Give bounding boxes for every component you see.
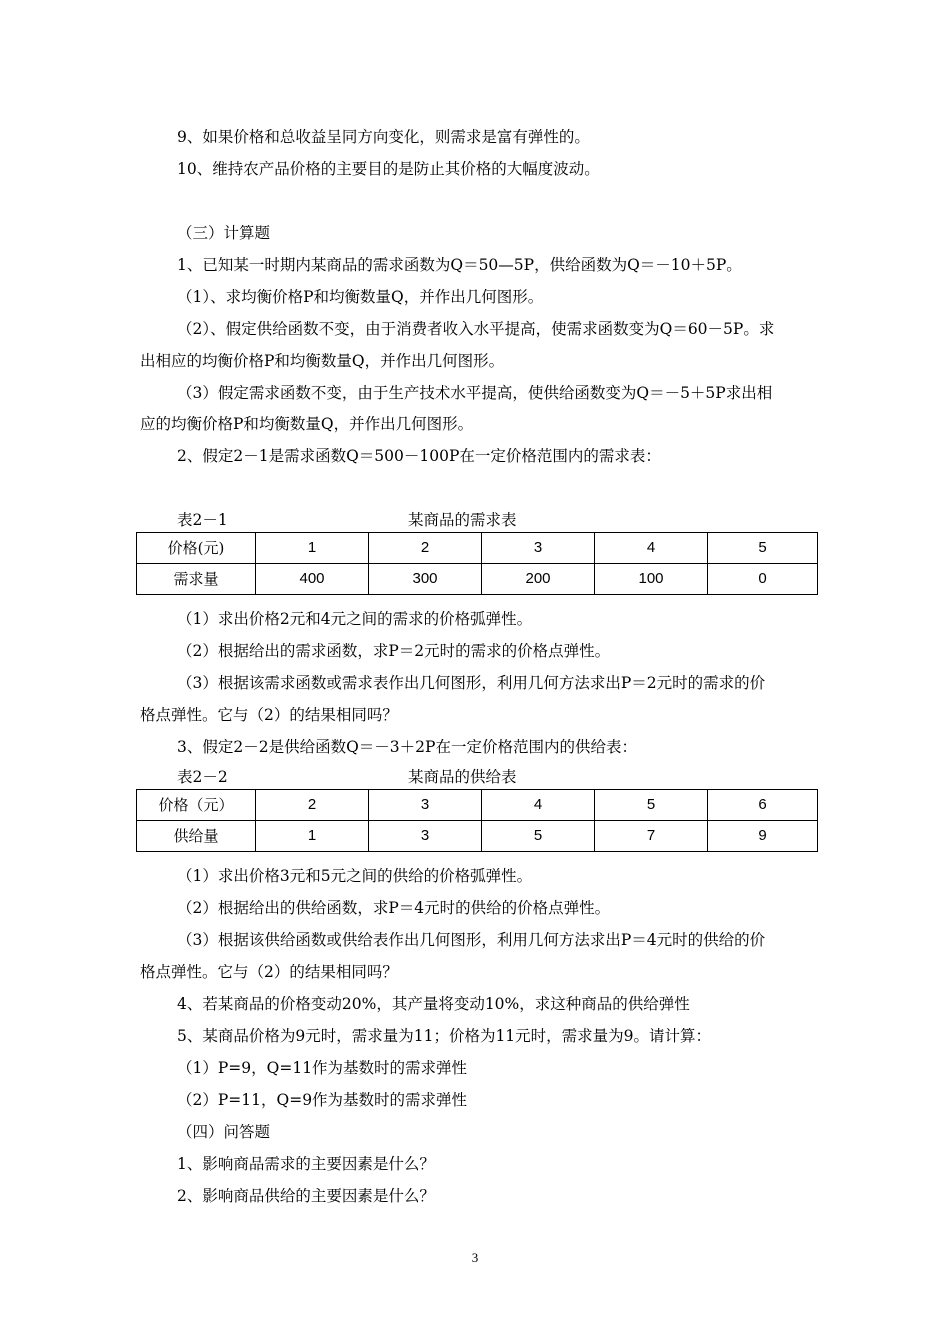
table-cell: 价格（元） — [137, 790, 256, 821]
demand-table — [136, 532, 818, 595]
table-cell: 200 — [482, 564, 595, 595]
question-3-part-1: （1）求出价格3元和5元之间的供给的价格弧弹性。 — [177, 867, 533, 885]
question-1-part-1: （1）、求均衡价格P和均衡数量Q，并作出几何图形。 — [177, 288, 544, 306]
section-heading-qa: （四）问答题 — [177, 1123, 271, 1141]
table-cell: 5 — [708, 533, 818, 564]
table-cell: 100 — [595, 564, 708, 595]
section-heading-calc: （三）计算题 — [177, 224, 271, 242]
question-1: 1、已知某一时期内某商品的需求函数为Q＝50—5P，供给函数为Q＝－10＋5P。 — [177, 256, 742, 274]
table-cell: 需求量 — [137, 564, 256, 595]
question-2-part-1: （1）求出价格2元和4元之间的需求的价格弧弹性。 — [177, 610, 533, 628]
table-cell: 4 — [482, 790, 595, 821]
question-1-part-2-line-2: 出相应的均衡价格P和均衡数量Q，并作出几何图形。 — [140, 352, 505, 370]
table-row — [137, 564, 818, 595]
supply-table — [136, 789, 818, 852]
table-cell: 3 — [482, 533, 595, 564]
table-cell: 6 — [708, 790, 818, 821]
qa-question-2: 2、影响商品供给的主要因素是什么？ — [177, 1187, 435, 1205]
table-cell: 3 — [369, 790, 482, 821]
table2-label: 表2－2 — [177, 768, 228, 786]
table-cell: 价格(元) — [137, 533, 256, 564]
table-row — [137, 821, 818, 852]
question-2-part-3-line-1: （3）根据该需求函数或需求表作出几何图形，利用几何方法求出P＝2元时的需求的价 — [177, 674, 766, 692]
question-1-part-3-line-1: （3）假定需求函数不变，由于生产技术水平提高，使供给函数变为Q＝－5＋5P求出相 — [177, 384, 773, 402]
question-2-part-2: （2）根据给出的需求函数，求P＝2元时的需求的价格点弹性。 — [177, 642, 611, 660]
table-cell: 400 — [256, 564, 369, 595]
table-row — [137, 533, 818, 564]
table-cell: 1 — [256, 821, 369, 852]
table2-title: 某商品的供给表 — [408, 768, 517, 786]
qa-question-1: 1、影响商品需求的主要因素是什么？ — [177, 1155, 435, 1173]
statement-10: 10、维持农产品价格的主要目的是防止其价格的大幅度波动。 — [177, 160, 600, 178]
question-1-part-2-line-1: （2）、假定供给函数不变，由于消费者收入水平提高，使需求函数变为Q＝60－5P。求 — [177, 320, 775, 338]
table-cell: 2 — [256, 790, 369, 821]
table-cell: 300 — [369, 564, 482, 595]
table-cell: 供给量 — [137, 821, 256, 852]
table-cell: 3 — [369, 821, 482, 852]
table-cell: 0 — [708, 564, 818, 595]
page-number: 3 — [471, 1250, 479, 1265]
table-row — [137, 790, 818, 821]
question-3-part-3-line-1: （3）根据该供给函数或供给表作出几何图形，利用几何方法求出P＝4元时的供给的价 — [177, 931, 766, 949]
question-3-part-2: （2）根据给出的供给函数，求P＝4元时的供给的价格点弹性。 — [177, 899, 611, 917]
table-cell: 9 — [708, 821, 818, 852]
statement-9: 9、如果价格和总收益呈同方向变化，则需求是富有弹性的。 — [177, 128, 590, 146]
question-5-part-1: （1）P=9，Q=11作为基数时的需求弹性 — [177, 1059, 468, 1077]
table-cell: 5 — [482, 821, 595, 852]
question-4: 4、若某商品的价格变动20%，其产量将变动10%，求这种商品的供给弹性 — [177, 995, 690, 1013]
question-2: 2、假定2－1是需求函数Q＝500－100P在一定价格范围内的需求表： — [177, 447, 661, 465]
table-cell: 1 — [256, 533, 369, 564]
table1-title: 某商品的需求表 — [408, 511, 517, 529]
table-cell: 7 — [595, 821, 708, 852]
table1-label: 表2－1 — [177, 511, 228, 529]
table-cell: 2 — [369, 533, 482, 564]
question-5-part-2: （2）P=11，Q=9作为基数时的需求弹性 — [177, 1091, 468, 1109]
table-cell: 5 — [595, 790, 708, 821]
table-cell: 4 — [595, 533, 708, 564]
question-1-part-3-line-2: 应的均衡价格P和均衡数量Q，并作出几何图形。 — [140, 415, 474, 433]
question-5: 5、某商品价格为9元时，需求量为11；价格为11元时，需求量为9。请计算： — [177, 1027, 712, 1045]
question-3: 3、假定2－2是供给函数Q＝－3＋2P在一定价格范围内的供给表： — [177, 738, 637, 756]
question-3-part-3-line-2: 格点弹性。它与（2）的结果相同吗？ — [140, 963, 398, 981]
question-2-part-3-line-2: 格点弹性。它与（2）的结果相同吗？ — [140, 706, 398, 724]
